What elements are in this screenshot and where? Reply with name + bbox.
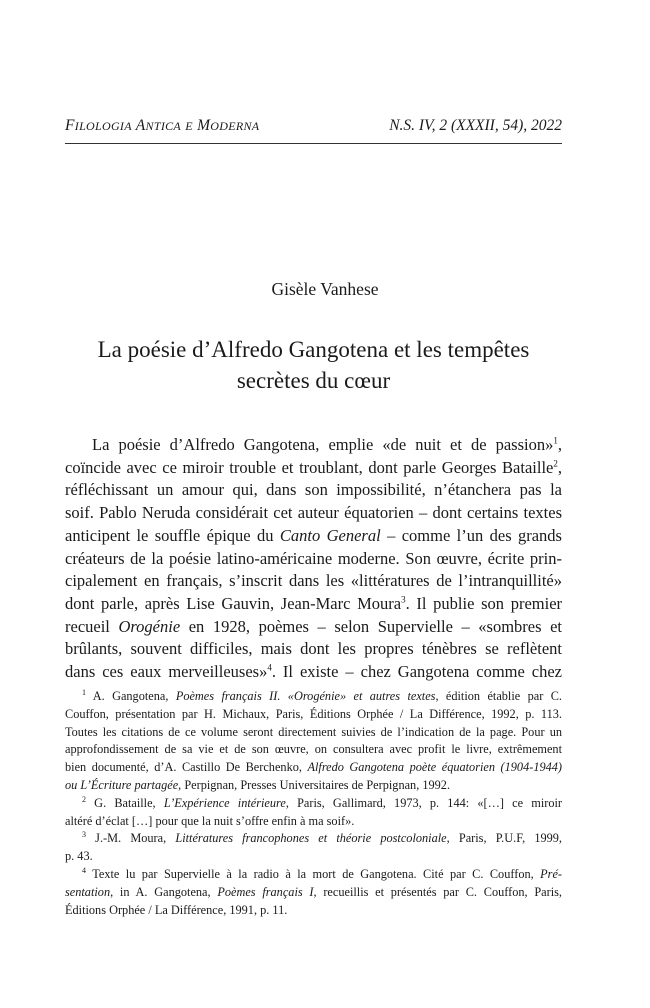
- journal-letter: M: [197, 117, 211, 134]
- text-span: , Paris, P.U.F, 1999,: [446, 831, 562, 846]
- text-span: recueil: [65, 616, 119, 636]
- footnote-line: Toutes les citations de ce volume seront directement suivies de l’indication de la page. Pour un: [65, 724, 562, 739]
- text-italic: Alfredo Gangotena poète équatorien (1904-1944): [307, 760, 563, 775]
- footnotes: [65, 688, 562, 919]
- text-span: bien documenté, d’A. Castillo De Berchenko,: [65, 760, 308, 775]
- footnote-line: p. 43.: [65, 849, 93, 864]
- footnote-line: [65, 884, 562, 902]
- journal-smallcaps: ILOLOGIA: [74, 119, 132, 133]
- text-span: ,: [557, 435, 562, 454]
- text-span: , édition établie par C.: [435, 689, 562, 703]
- text-line: réfléchissant un amour qui, dans son impossibilité, n’étanchera pas la: [65, 480, 562, 500]
- journal-letter: A: [135, 117, 146, 134]
- footnote-number: 2: [82, 794, 86, 804]
- journal-smallcaps: NTICA: [145, 119, 182, 133]
- text-line: [65, 661, 562, 684]
- text-span: , in A. Gangotena,: [110, 884, 218, 899]
- text-span: J.-M. Moura,: [86, 831, 176, 846]
- text-span: dont parle, après Lise Gauvin, Jean-Marc Moura: [65, 593, 402, 613]
- text-span: . Il existe – chez Gangotena comme chez: [271, 662, 562, 682]
- text-span: coïncide avec ce miroir trouble et troublant, dont parle Georges Bataille: [65, 457, 554, 477]
- text-line: [65, 434, 562, 457]
- footnote-line: Couffon, présentation par H. Michaux, Paris, Éditions Orphée / La Différence, 1992, p. 113.: [65, 706, 562, 721]
- text-italic: Canto General: [279, 525, 381, 545]
- text-span: . Il publie son premier: [405, 593, 563, 613]
- text-line: [65, 457, 562, 480]
- footnote-ref: 4: [267, 662, 272, 673]
- text-span: G. Bataille,: [86, 795, 164, 810]
- text-italic: Littératures francophones et théorie postcoloniale: [175, 831, 447, 846]
- footnote-line: [65, 688, 562, 706]
- footnote-ref: 2: [553, 458, 558, 469]
- footnote-line: altéré d’éclat […] pour que la nuit s’offre enfin à ma soif».: [65, 813, 355, 828]
- text-span: , Paris, Gallimard, 1973, p. 144: «[…] ce miroir: [285, 795, 562, 810]
- title-line: secrètes du cœur: [236, 368, 391, 393]
- footnote-line: [65, 830, 562, 848]
- text-span: dans ces eaux merveilleuses»: [65, 662, 268, 682]
- text-italic: sentation: [65, 884, 111, 899]
- footnote-number: 3: [82, 830, 86, 840]
- text-italic: Poèmes français I: [217, 884, 314, 899]
- running-header: [65, 117, 562, 139]
- text-line: créateurs de la poésie latino-américaine moderne. Son œuvre, écrite prin-: [65, 548, 562, 568]
- text-span: , Perpignan, Presses Universitaires de Perpignan, 1992.: [178, 777, 451, 792]
- journal-smallcaps: ODERNA: [210, 119, 260, 133]
- article-author: Gisèle Vanhese: [271, 279, 379, 299]
- issue-info: N.S. IV, 2 (XXXII, 54), 2022: [389, 117, 562, 134]
- text-span: – comme l’un des grands: [380, 525, 562, 545]
- text-span: La poésie d’Alfredo Gangotena, emplie «de nuit et de passion»: [92, 435, 554, 454]
- text-line: [65, 593, 562, 616]
- header-rule: [65, 143, 562, 144]
- footnote-ref: 1: [553, 435, 558, 446]
- text-line: cipalement en français, s’inscrit dans les «littératures de l’intranquillité»: [65, 571, 562, 591]
- journal-letter: F: [65, 117, 75, 134]
- text-italic: ou L’Écriture partagée: [65, 777, 179, 792]
- journal-smallcaps: E: [185, 119, 193, 133]
- article-title: [60, 334, 567, 396]
- text-span: en 1928, poèmes – selon Supervielle – «sombres et: [180, 616, 562, 636]
- footnote-ref: 3: [401, 594, 406, 605]
- footnote-line: [65, 866, 562, 884]
- text-line: soif. Pablo Neruda considérait cet auteur équatorien – dont certains textes: [65, 503, 562, 523]
- journal-name: [65, 117, 259, 135]
- footnote-line: [65, 795, 562, 813]
- text-line: [65, 525, 562, 548]
- title-line: La poésie d’Alfredo Gangotena et les tempêtes: [97, 337, 530, 362]
- body-paragraph: [65, 434, 562, 684]
- text-span: A. Gangotena,: [86, 689, 176, 703]
- text-italic: Pré-: [540, 866, 562, 881]
- footnote-line: approfondissement de sa vie et de son œuvre, on consultera avec profit le livre, extrêmement: [65, 742, 562, 757]
- text-span: anticipent le souffle épique du: [65, 525, 280, 545]
- text-italic: Orogénie: [118, 616, 181, 636]
- footnote-number: 4: [82, 865, 86, 875]
- text-span: , recueillis et présentés par C. Couffon, Paris,: [313, 884, 562, 899]
- footnote-line: [65, 759, 562, 777]
- footnote-number: 1: [82, 687, 86, 697]
- footnote-line: Éditions Orphée / La Différence, 1991, p. 11.: [65, 902, 288, 917]
- text-italic: L’Expérience intérieure: [163, 795, 286, 810]
- text-span: ,: [557, 457, 562, 477]
- text-line: brûlants, souvent difficiles, mais dont les propres ténèbres se reflètent: [65, 639, 562, 659]
- footnote-line: [65, 777, 562, 795]
- text-italic: Poèmes français II. «Orogénie» et autres textes: [175, 689, 436, 703]
- text-line: [65, 616, 562, 639]
- text-span: Texte lu par Supervielle à la radio à la mort de Gangotena. Cité par C. Couffon,: [86, 866, 541, 881]
